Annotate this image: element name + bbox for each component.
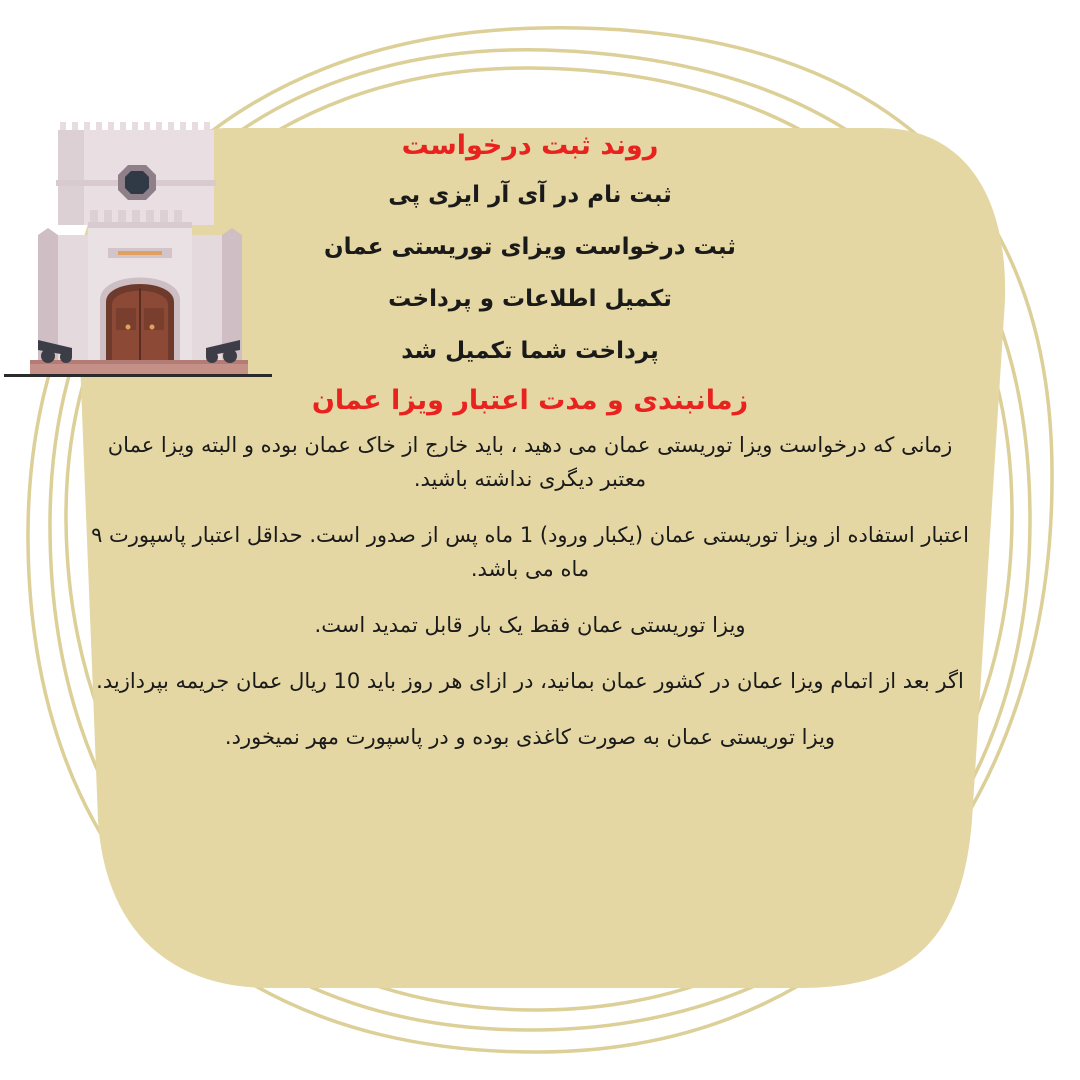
step-item: پرداخت شما تکمیل شد — [401, 338, 659, 364]
info-paragraph: ویزا توریستی عمان فقط یک بار قابل تمدید است. — [314, 613, 746, 637]
section-title-registration: روند ثبت درخواست — [401, 130, 659, 161]
step-item: تکمیل اطلاعات و پرداخت — [388, 286, 672, 312]
section-title-validity: زمانبندی و مدت اعتبار ویزا عمان — [311, 385, 749, 416]
info-paragraph: اگر بعد از اتمام ویزا عمان در کشور عمان بمانید، در ازای هر روز باید 10 ریال عمان جریمه بپردازید. — [96, 669, 964, 693]
content — [90, 128, 970, 754]
info-paragraph: ویزا توریستی عمان به صورت کاغذی بوده و در پاسپورت مهر نمیخورد. — [224, 725, 836, 749]
info-paragraph: زمانی که درخواست ویزا توریستی عمان می دهید ، باید خارج از خاک عمان بوده و البته ویزا عمان معتبر دیگری نداشته باشید. — [107, 433, 953, 491]
step-item: ثبت نام در آی آر ایزی پی — [388, 182, 672, 208]
info-paragraph: اعتبار استفاده از ویزا توریستی عمان (یکبار ورود) 1 ماه پس از صدور است. حداقل اعتبار پاسپورت ۹ ماه می باشد. — [91, 523, 969, 581]
step-item: ثبت درخواست ویزای توریستی عمان — [324, 234, 736, 260]
